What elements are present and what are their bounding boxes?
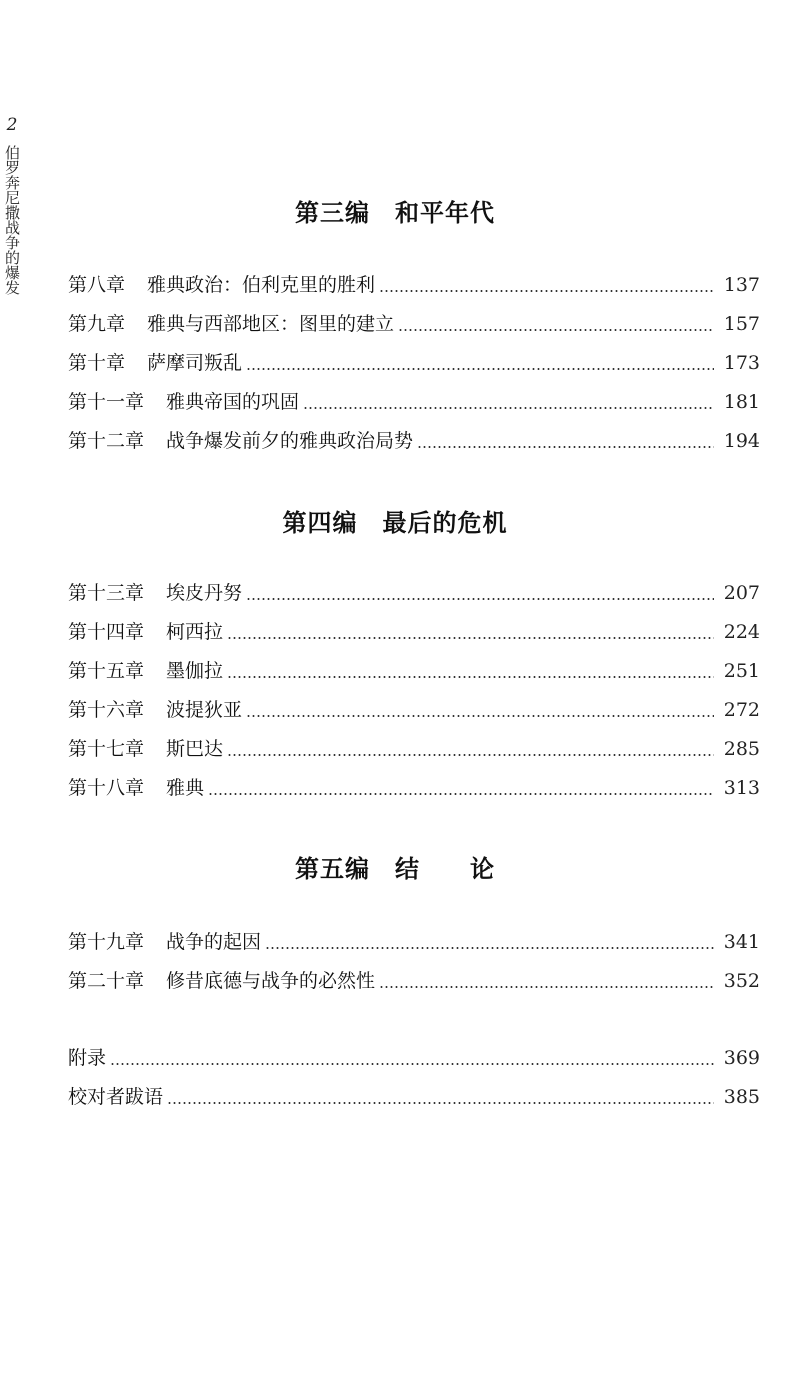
dot-leader xyxy=(417,446,714,448)
page-ref: 272 xyxy=(723,699,760,721)
chapter-title: 雅典与西部地区：图里的建立 xyxy=(147,313,395,335)
toc-entry[interactable] xyxy=(68,307,760,337)
dot-leader xyxy=(379,986,714,988)
chapter-title: 萨摩司叛乱 xyxy=(147,352,243,374)
toc-entry[interactable] xyxy=(68,925,760,955)
chapter-number: 第十四章 xyxy=(68,621,145,643)
dot-leader xyxy=(303,407,714,409)
page-ref: 313 xyxy=(723,777,760,799)
toc-entry[interactable] xyxy=(68,615,760,645)
running-book-title: 伯罗奔尼撒战争的爆发 xyxy=(3,145,21,295)
chapter-number: 第十章 xyxy=(68,352,126,374)
part-4-title: 第四编 最后的危机 xyxy=(282,509,508,537)
page-ref: 194 xyxy=(723,430,760,452)
page-ref: 181 xyxy=(723,391,760,413)
toc-entry[interactable] xyxy=(68,771,760,801)
toc-entry[interactable] xyxy=(68,385,760,415)
dot-leader xyxy=(379,290,714,292)
page-ref: 173 xyxy=(723,352,760,374)
chapter-title: 墨伽拉 xyxy=(166,660,224,682)
toc-entry[interactable] xyxy=(68,346,760,376)
page-ref: 251 xyxy=(723,660,760,682)
page-ref: 385 xyxy=(723,1086,760,1108)
chapter-number: 第十五章 xyxy=(68,660,145,682)
dot-leader xyxy=(398,329,714,331)
dot-leader xyxy=(227,754,714,756)
toc-entry[interactable] xyxy=(68,576,760,606)
dot-leader xyxy=(265,947,714,949)
chapter-number: 第十六章 xyxy=(68,699,145,721)
chapter-title: 柯西拉 xyxy=(166,621,224,643)
page-ref: 341 xyxy=(723,931,760,953)
dot-leader xyxy=(227,637,714,639)
chapter-number: 第十七章 xyxy=(68,738,145,760)
dot-leader xyxy=(227,676,714,678)
chapter-title: 雅典政治：伯利克里的胜利 xyxy=(147,274,376,296)
page-ref: 352 xyxy=(723,970,760,992)
toc-entry[interactable] xyxy=(68,693,760,723)
toc-entry[interactable] xyxy=(68,732,760,762)
chapter-title: 雅典帝国的巩固 xyxy=(166,391,300,413)
chapter-number: 第十三章 xyxy=(68,582,145,604)
chapter-number: 第八章 xyxy=(68,274,126,296)
page-ref: 207 xyxy=(723,582,760,604)
chapter-number: 第九章 xyxy=(68,313,126,335)
part-3-title: 第三编 和平年代 xyxy=(295,199,495,227)
toc-entry-appendix[interactable] xyxy=(68,1041,760,1071)
chapter-title: 斯巴达 xyxy=(166,738,224,760)
dot-leader xyxy=(246,368,714,370)
page-ref: 285 xyxy=(723,738,760,760)
page-number: 2 xyxy=(6,115,18,135)
back-matter-title: 校对者跋语 xyxy=(68,1086,164,1108)
page-ref: 369 xyxy=(723,1047,760,1069)
toc-entry[interactable] xyxy=(68,424,760,454)
back-matter-title: 附录 xyxy=(68,1047,107,1069)
chapter-number: 第十二章 xyxy=(68,430,145,452)
toc-entry[interactable] xyxy=(68,654,760,684)
dot-leader xyxy=(110,1063,714,1065)
page-ref: 157 xyxy=(723,313,760,335)
chapter-title: 埃皮丹努 xyxy=(166,582,243,604)
chapter-title: 修昔底德与战争的必然性 xyxy=(166,970,376,992)
chapter-number: 第十一章 xyxy=(68,391,145,413)
dot-leader xyxy=(208,793,714,795)
chapter-number: 第十八章 xyxy=(68,777,145,799)
toc-entry-afterword[interactable] xyxy=(68,1080,760,1110)
chapter-title: 战争爆发前夕的雅典政治局势 xyxy=(166,430,414,452)
chapter-title: 波提狄亚 xyxy=(166,699,243,721)
toc-entry[interactable] xyxy=(68,964,760,994)
page-ref: 224 xyxy=(723,621,760,643)
dot-leader xyxy=(167,1102,714,1104)
dot-leader xyxy=(246,715,714,717)
chapter-title: 战争的起因 xyxy=(166,931,262,953)
toc-entry[interactable] xyxy=(68,268,760,298)
part-5-title: 第五编 结 论 xyxy=(295,855,495,883)
chapter-title: 雅典 xyxy=(166,777,205,799)
page-ref: 137 xyxy=(723,274,760,296)
chapter-number: 第二十章 xyxy=(68,970,145,992)
dot-leader xyxy=(246,598,714,600)
chapter-number: 第十九章 xyxy=(68,931,145,953)
